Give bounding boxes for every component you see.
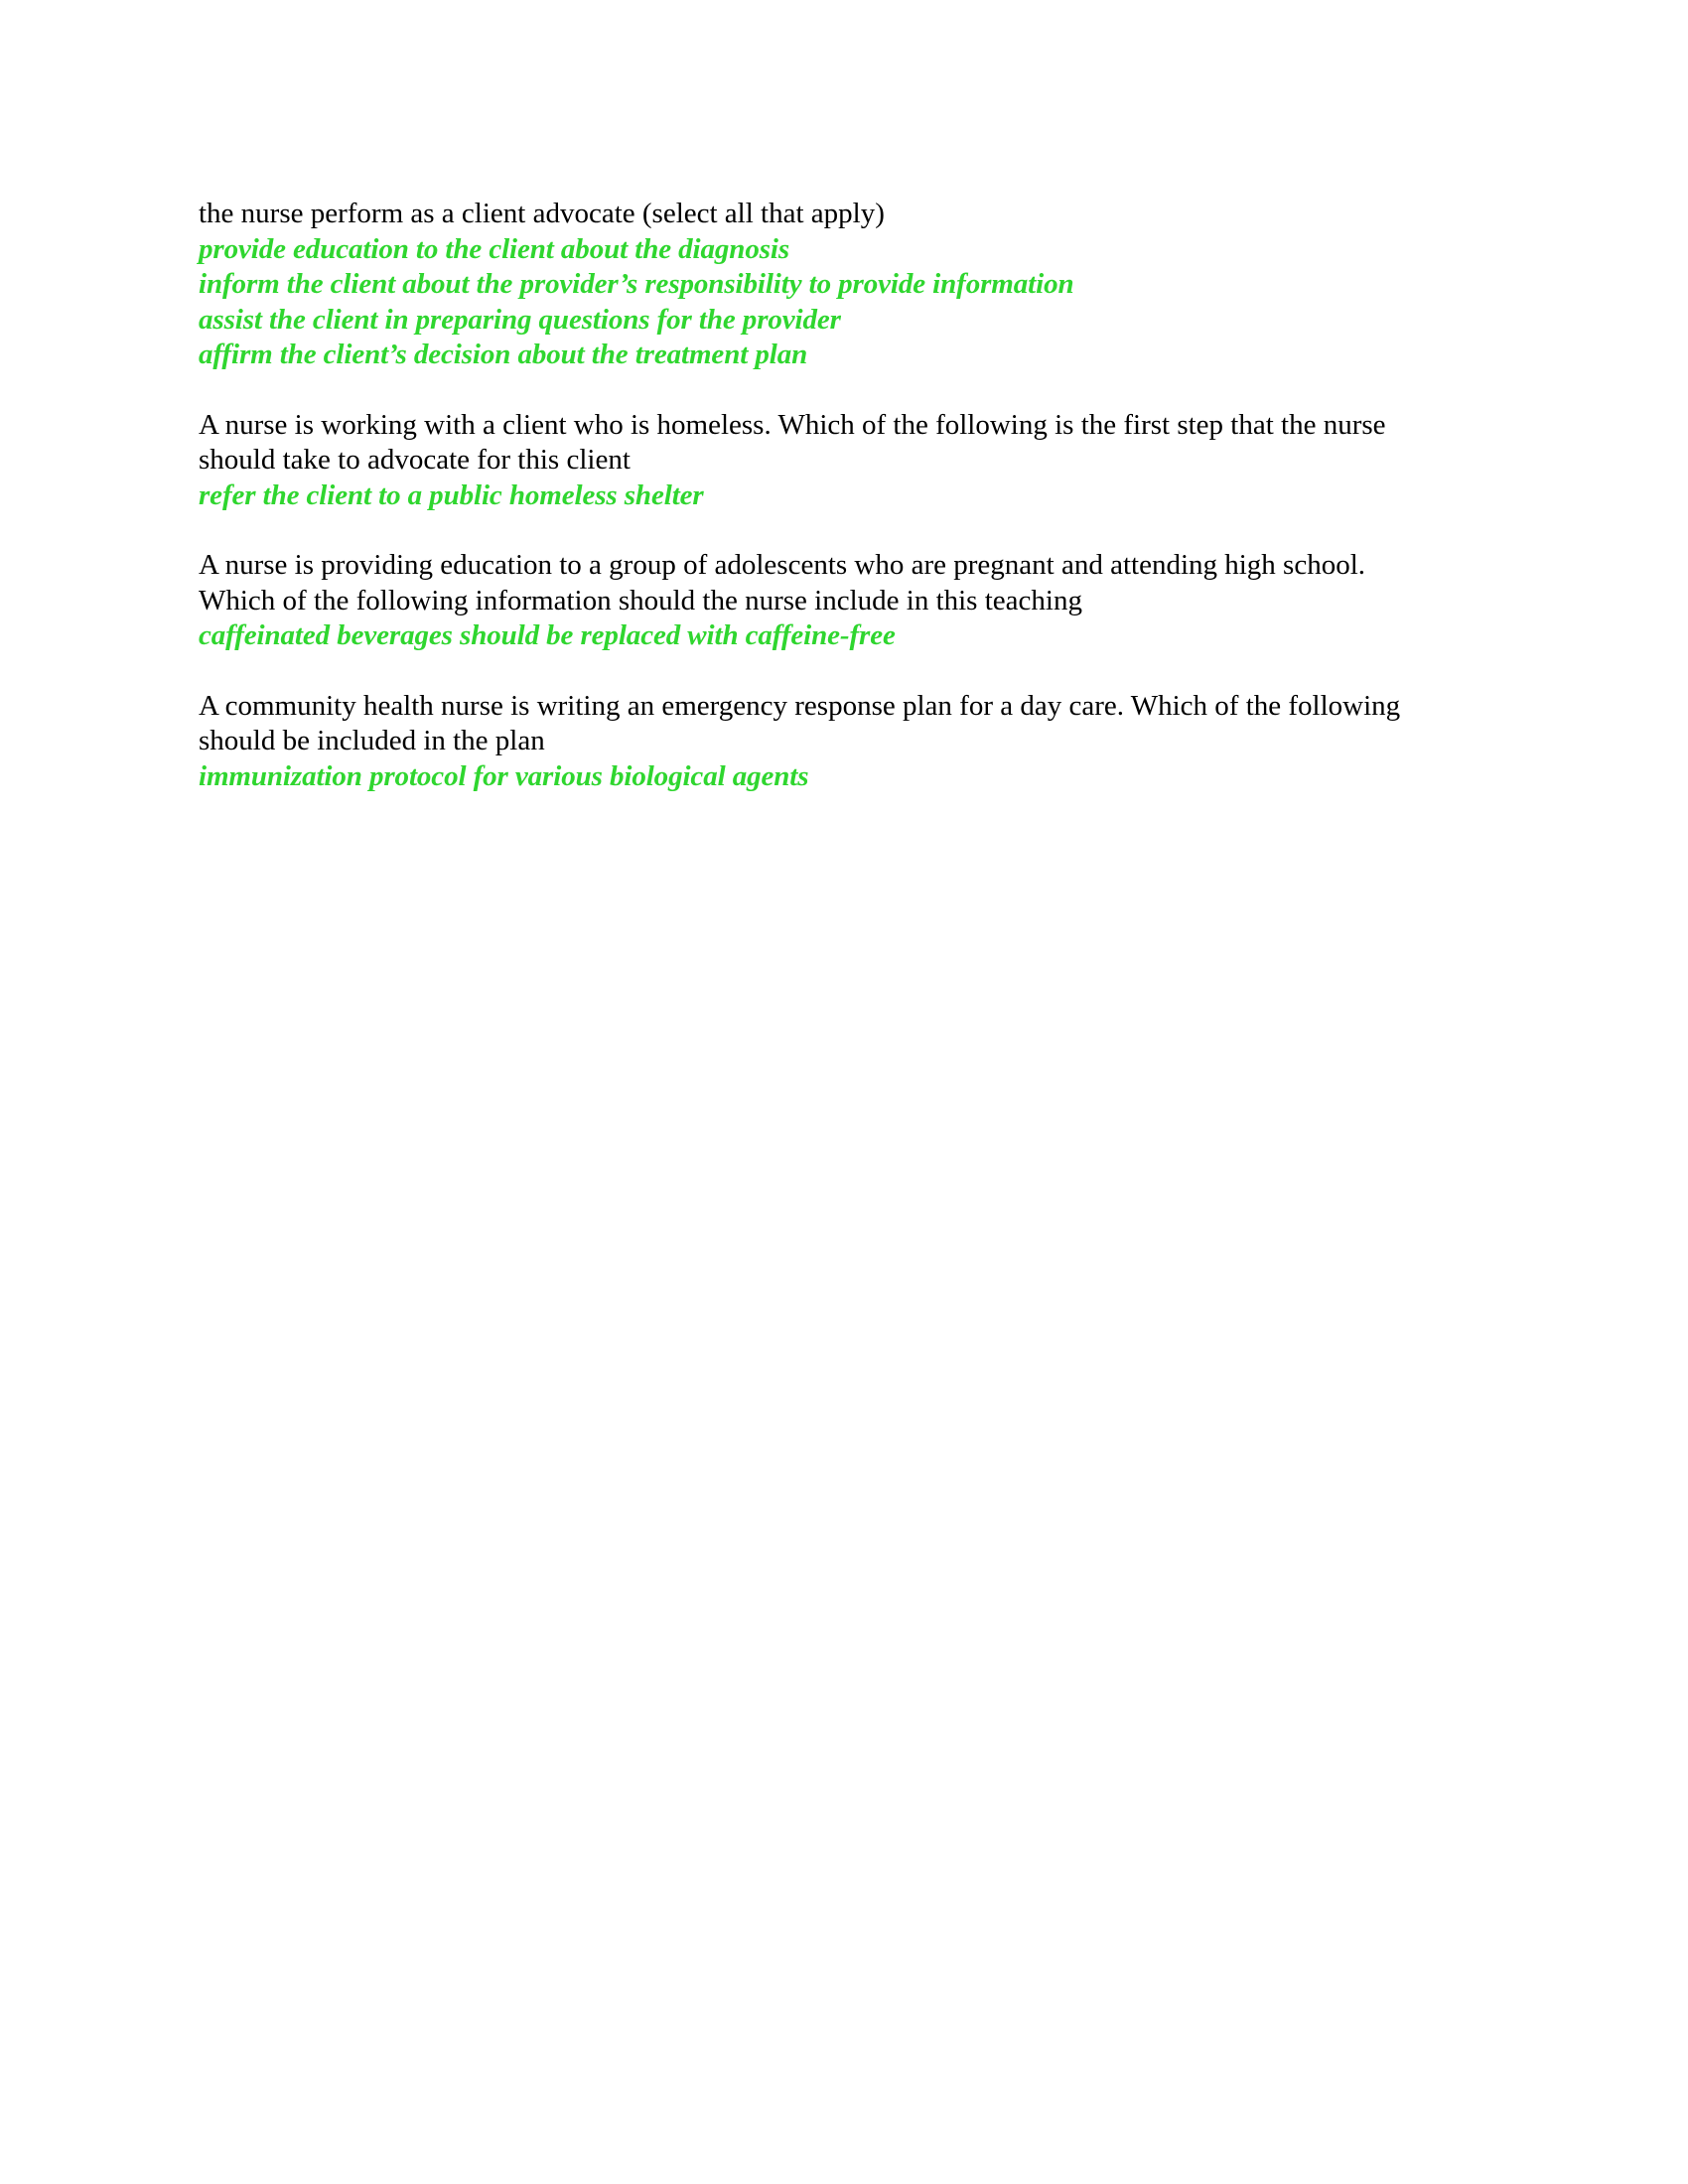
question-block-3: [199, 548, 1489, 654]
answer-text: assist the client in preparing questions for the provider: [199, 303, 841, 336]
answer-list: [199, 618, 1489, 654]
answer-text: inform the client about the provider’s responsibility to provide information: [199, 268, 1074, 300]
question-block-4: [199, 689, 1489, 795]
answer-text: provide education to the client about the diagnosis: [199, 232, 790, 265]
question-block-1: [199, 197, 1489, 373]
question-text: A nurse is working with a client who is homeless. Which of the following is the first step that the nurse should take to advocate for this client: [199, 408, 1386, 476]
answer-list: [199, 759, 1489, 795]
question-text: A community health nurse is writing an emergency response plan for a day care. Which of the following should be included in the plan: [199, 689, 1401, 756]
answer-text: caffeinated beverages should be replaced with caffeine-free: [199, 619, 896, 651]
answer-text: affirm the client’s decision about the treatment plan: [199, 339, 808, 370]
question-text: A nurse is providing education to a group of adolescents who are pregnant and attending high school. Which of the following information should the nurse include in this teaching: [199, 549, 1366, 616]
answer-list: [199, 478, 1489, 514]
question-block-2: [199, 408, 1489, 514]
document-content: [199, 197, 1489, 829]
answer-text: immunization protocol for various biological agents: [199, 759, 809, 792]
question-text: the nurse perform as a client advocate (select all that apply): [199, 198, 885, 229]
answer-text: refer the client to a public homeless shelter: [199, 478, 704, 511]
answer-list: [199, 232, 1489, 373]
